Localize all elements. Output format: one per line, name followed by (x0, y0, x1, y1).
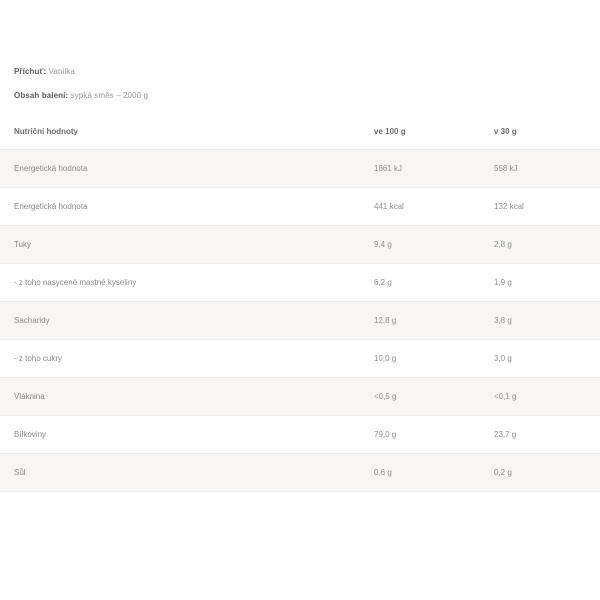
column-header-per-100g: ve 100 g (374, 127, 406, 136)
row-value-100g: 1861 kJ (374, 164, 403, 173)
row-value-100g: 79,0 g (374, 430, 397, 439)
column-header-per-30g: v 30 g (494, 127, 517, 136)
row-value-30g: 23,7 g (494, 430, 517, 439)
nutrition-table (0, 114, 600, 492)
table-row (0, 340, 600, 378)
row-label: Sacharidy (14, 316, 50, 325)
row-value-30g: 1,9 g (494, 278, 512, 287)
table-row (0, 378, 600, 416)
table-row (0, 188, 600, 226)
row-value-30g: 0,2 g (494, 468, 512, 477)
package-label: Obsah balení: (14, 91, 69, 100)
row-value-30g: 2,8 g (494, 240, 512, 249)
row-value-30g: <0,1 g (494, 392, 517, 401)
product-details (0, 60, 600, 492)
row-label: - z toho cukry (14, 354, 63, 363)
row-value-30g: 558 kJ (494, 164, 518, 173)
row-label: Energetická hodnota (14, 164, 88, 173)
row-value-100g: 6,2 g (374, 278, 392, 287)
row-label: Bílkoviny (14, 430, 47, 439)
package-line (0, 84, 600, 108)
row-label: Energetická hodnota (14, 202, 88, 211)
table-row (0, 416, 600, 454)
row-value-100g: 12,8 g (374, 316, 397, 325)
row-value-30g: 132 kcal (494, 202, 524, 211)
column-header-name: Nutriční hodnoty (14, 127, 78, 136)
row-value-100g: 10,0 g (374, 354, 397, 363)
flavour-line (0, 60, 600, 84)
row-label: Vláknina (14, 392, 45, 401)
row-label: - z toho nasycené mastné kyseliny (14, 278, 137, 287)
row-value-30g: 3,0 g (494, 354, 512, 363)
nutrition-table-body (0, 150, 600, 492)
table-row (0, 264, 600, 302)
row-value-30g: 3,8 g (494, 316, 512, 325)
row-label: Tuky (14, 240, 32, 249)
row-value-100g: 0,6 g (374, 468, 392, 477)
row-label: Sůl (14, 468, 26, 477)
table-header-row (0, 114, 600, 150)
table-row (0, 302, 600, 340)
row-value-100g: <0,5 g (374, 392, 397, 401)
table-row (0, 150, 600, 188)
flavour-value: Vanilka (48, 67, 75, 76)
flavour-label: Příchuť: (14, 67, 47, 76)
package-value: sypká směs – 2000 g (70, 91, 149, 100)
row-value-100g: 441 kcal (374, 202, 404, 211)
row-value-100g: 9,4 g (374, 240, 392, 249)
table-row (0, 226, 600, 264)
nutrition-table-head (0, 114, 600, 150)
table-row (0, 454, 600, 492)
